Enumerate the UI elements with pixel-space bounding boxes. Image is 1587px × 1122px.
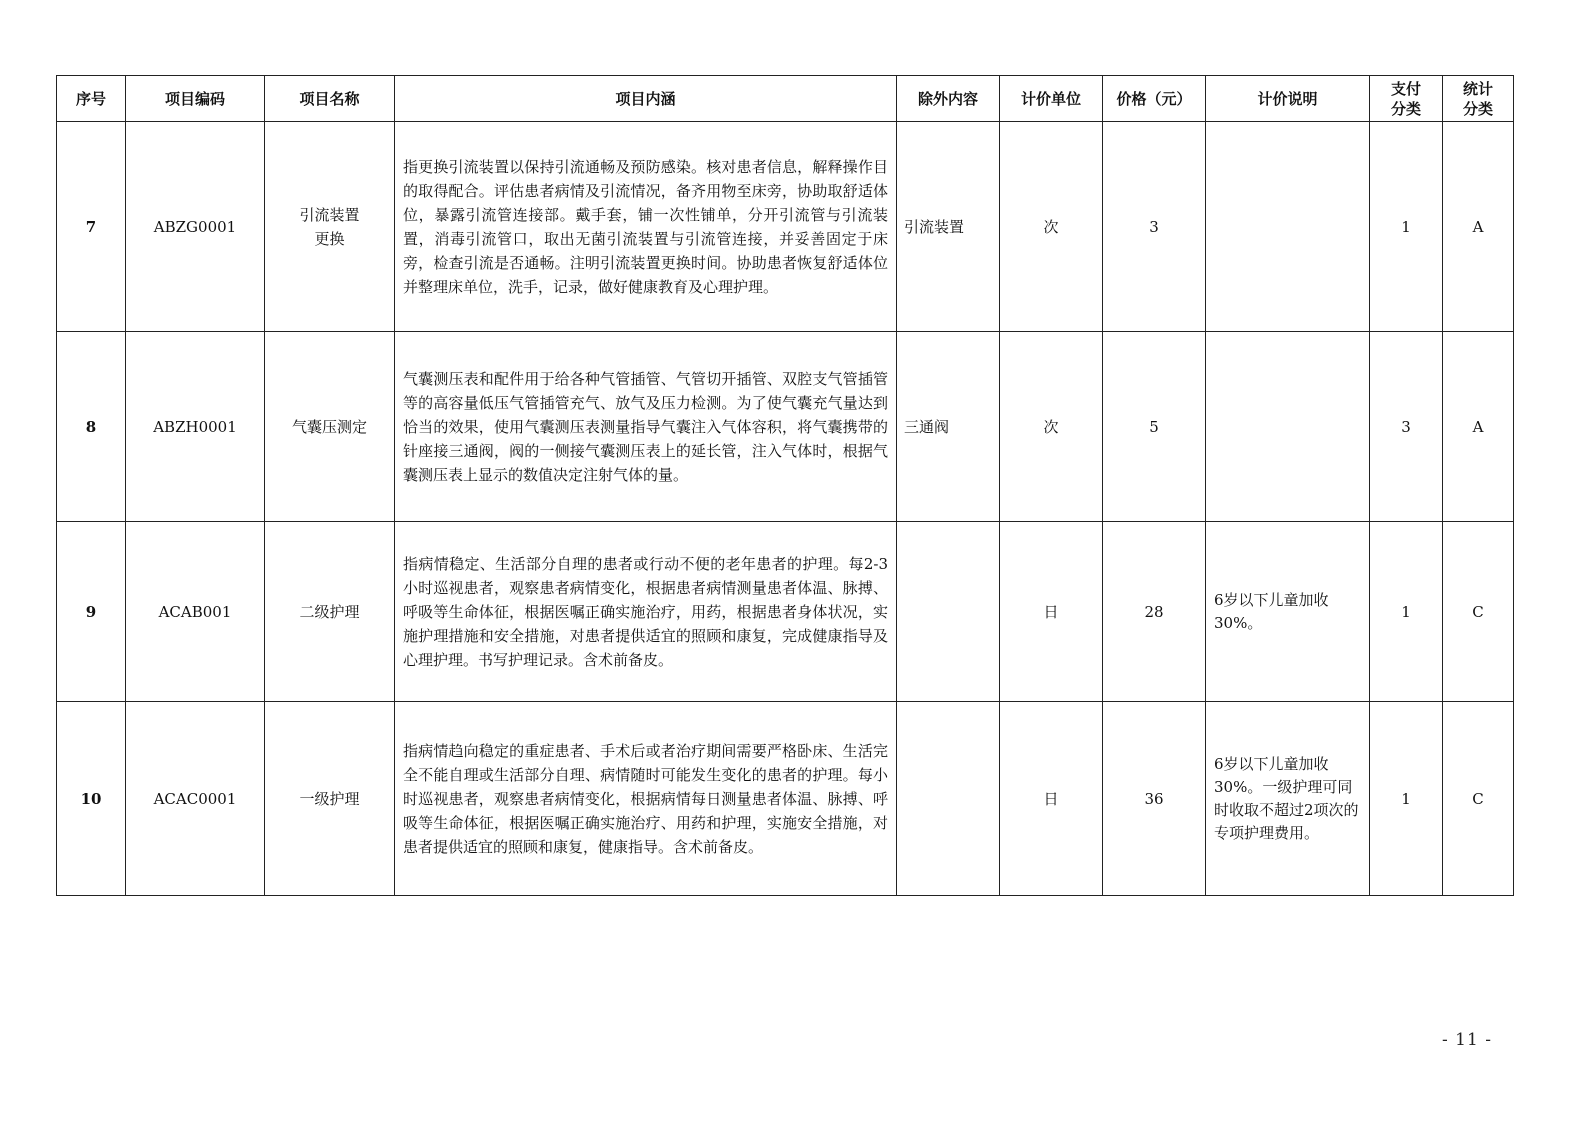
cell-name-line1: 一级护理 bbox=[299, 789, 360, 808]
header-exclude: 除外内容 bbox=[897, 76, 1000, 122]
cell-seq: 7 bbox=[57, 122, 126, 332]
cell-name-line1: 二级护理 bbox=[299, 602, 360, 621]
cell-pay: 3 bbox=[1370, 332, 1443, 522]
cell-stat: C bbox=[1443, 522, 1514, 702]
cell-name bbox=[265, 332, 395, 522]
header-note: 计价说明 bbox=[1206, 76, 1370, 122]
cell-note bbox=[1206, 332, 1370, 522]
cell-stat: A bbox=[1443, 122, 1514, 332]
cell-unit: 日 bbox=[1000, 702, 1103, 896]
cell-exclude: 引流装置 bbox=[897, 122, 1000, 332]
cell-unit: 次 bbox=[1000, 122, 1103, 332]
cell-price: 36 bbox=[1103, 702, 1206, 896]
table-row bbox=[57, 522, 1514, 702]
cell-exclude bbox=[897, 522, 1000, 702]
table-row bbox=[57, 122, 1514, 332]
cell-note: 6岁以下儿童加收30%。 bbox=[1206, 522, 1370, 702]
header-pay-line2: 分类 bbox=[1390, 99, 1421, 118]
table-row bbox=[57, 332, 1514, 522]
cell-note bbox=[1206, 122, 1370, 332]
cell-seq: 8 bbox=[57, 332, 126, 522]
cell-code: ACAB001 bbox=[126, 522, 265, 702]
cell-content: 气囊测压表和配件用于给各种气管插管、气管切开插管、双腔支气管插管等的高容量低压气管插管充气、放气及压力检测。为了使气囊充气量达到恰当的效果，使用气囊测压表测量指导气囊注入气体容积，将气囊携带的针座接三通阀，阀的一侧接气囊测压表上的延长管，注入气体时，根据气囊测压表上显示的数值决定注射气体的量。 bbox=[395, 332, 897, 522]
cell-unit: 次 bbox=[1000, 332, 1103, 522]
header-pay-line1: 支付 bbox=[1390, 79, 1421, 98]
header-stat-line2: 分类 bbox=[1462, 99, 1493, 118]
cell-name-line2: 更换 bbox=[314, 229, 345, 248]
cell-price: 5 bbox=[1103, 332, 1206, 522]
header-pay bbox=[1370, 76, 1443, 122]
cell-stat: A bbox=[1443, 332, 1514, 522]
cell-name bbox=[265, 522, 395, 702]
cell-price: 28 bbox=[1103, 522, 1206, 702]
cell-name bbox=[265, 122, 395, 332]
cell-name-line1: 气囊压测定 bbox=[291, 417, 367, 436]
cell-content: 指更换引流装置以保持引流通畅及预防感染。核对患者信息，解释操作目的取得配合。评估患者病情及引流情况，备齐用物至床旁，协助取舒适体位，暴露引流管连接部。戴手套，铺一次性铺单，分开引流管与引流装置，消毒引流管口，取出无菌引流装置与引流管连接，并妥善固定于床旁，检查引流是否通畅。注明引流装置更换时间。协助患者恢复舒适体位并整理床单位，洗手，记录，做好健康教育及心理护理。 bbox=[395, 122, 897, 332]
cell-unit: 日 bbox=[1000, 522, 1103, 702]
header-price: 价格（元） bbox=[1103, 76, 1206, 122]
cell-note: 6岁以下儿童加收30%。一级护理可同时收取不超过2项次的专项护理费用。 bbox=[1206, 702, 1370, 896]
cell-stat: C bbox=[1443, 702, 1514, 896]
cell-code: ACAC0001 bbox=[126, 702, 265, 896]
header-content: 项目内涵 bbox=[395, 76, 897, 122]
price-table bbox=[56, 75, 1514, 896]
header-stat bbox=[1443, 76, 1514, 122]
cell-code: ABZG0001 bbox=[126, 122, 265, 332]
cell-content: 指病情稳定、生活部分自理的患者或行动不便的老年患者的护理。每2-3小时巡视患者，观察患者病情变化，根据患者病情测量患者体温、脉搏、呼吸等生命体征，根据医嘱正确实施治疗，用药，根据患者身体状况，实施护理措施和安全措施，对患者提供适宜的照顾和康复，完成健康指导及心理护理。书写护理记录。含术前备皮。 bbox=[395, 522, 897, 702]
cell-pay: 1 bbox=[1370, 702, 1443, 896]
header-row bbox=[57, 76, 1514, 122]
page-number: - 11 - bbox=[1442, 1030, 1492, 1050]
header-unit: 计价单位 bbox=[1000, 76, 1103, 122]
cell-name-line1: 引流装置 bbox=[299, 205, 360, 224]
cell-pay: 1 bbox=[1370, 122, 1443, 332]
cell-seq: 10 bbox=[57, 702, 126, 896]
cell-pay: 1 bbox=[1370, 522, 1443, 702]
cell-content: 指病情趋向稳定的重症患者、手术后或者治疗期间需要严格卧床、生活完全不能自理或生活部分自理、病情随时可能发生变化的患者的护理。每小时巡视患者，观察患者病情变化，根据病情每日测量患者体温、脉搏、呼吸等生命体征，根据医嘱正确实施治疗、用药和护理，实施安全措施，对患者提供适宜的照顾和康复，健康指导。含术前备皮。 bbox=[395, 702, 897, 896]
table-row bbox=[57, 702, 1514, 896]
cell-exclude: 三通阀 bbox=[897, 332, 1000, 522]
cell-price: 3 bbox=[1103, 122, 1206, 332]
header-stat-line1: 统计 bbox=[1462, 79, 1493, 98]
header-code: 项目编码 bbox=[126, 76, 265, 122]
header-name: 项目名称 bbox=[265, 76, 395, 122]
cell-seq: 9 bbox=[57, 522, 126, 702]
cell-name bbox=[265, 702, 395, 896]
header-seq: 序号 bbox=[57, 76, 126, 122]
cell-exclude bbox=[897, 702, 1000, 896]
cell-code: ABZH0001 bbox=[126, 332, 265, 522]
